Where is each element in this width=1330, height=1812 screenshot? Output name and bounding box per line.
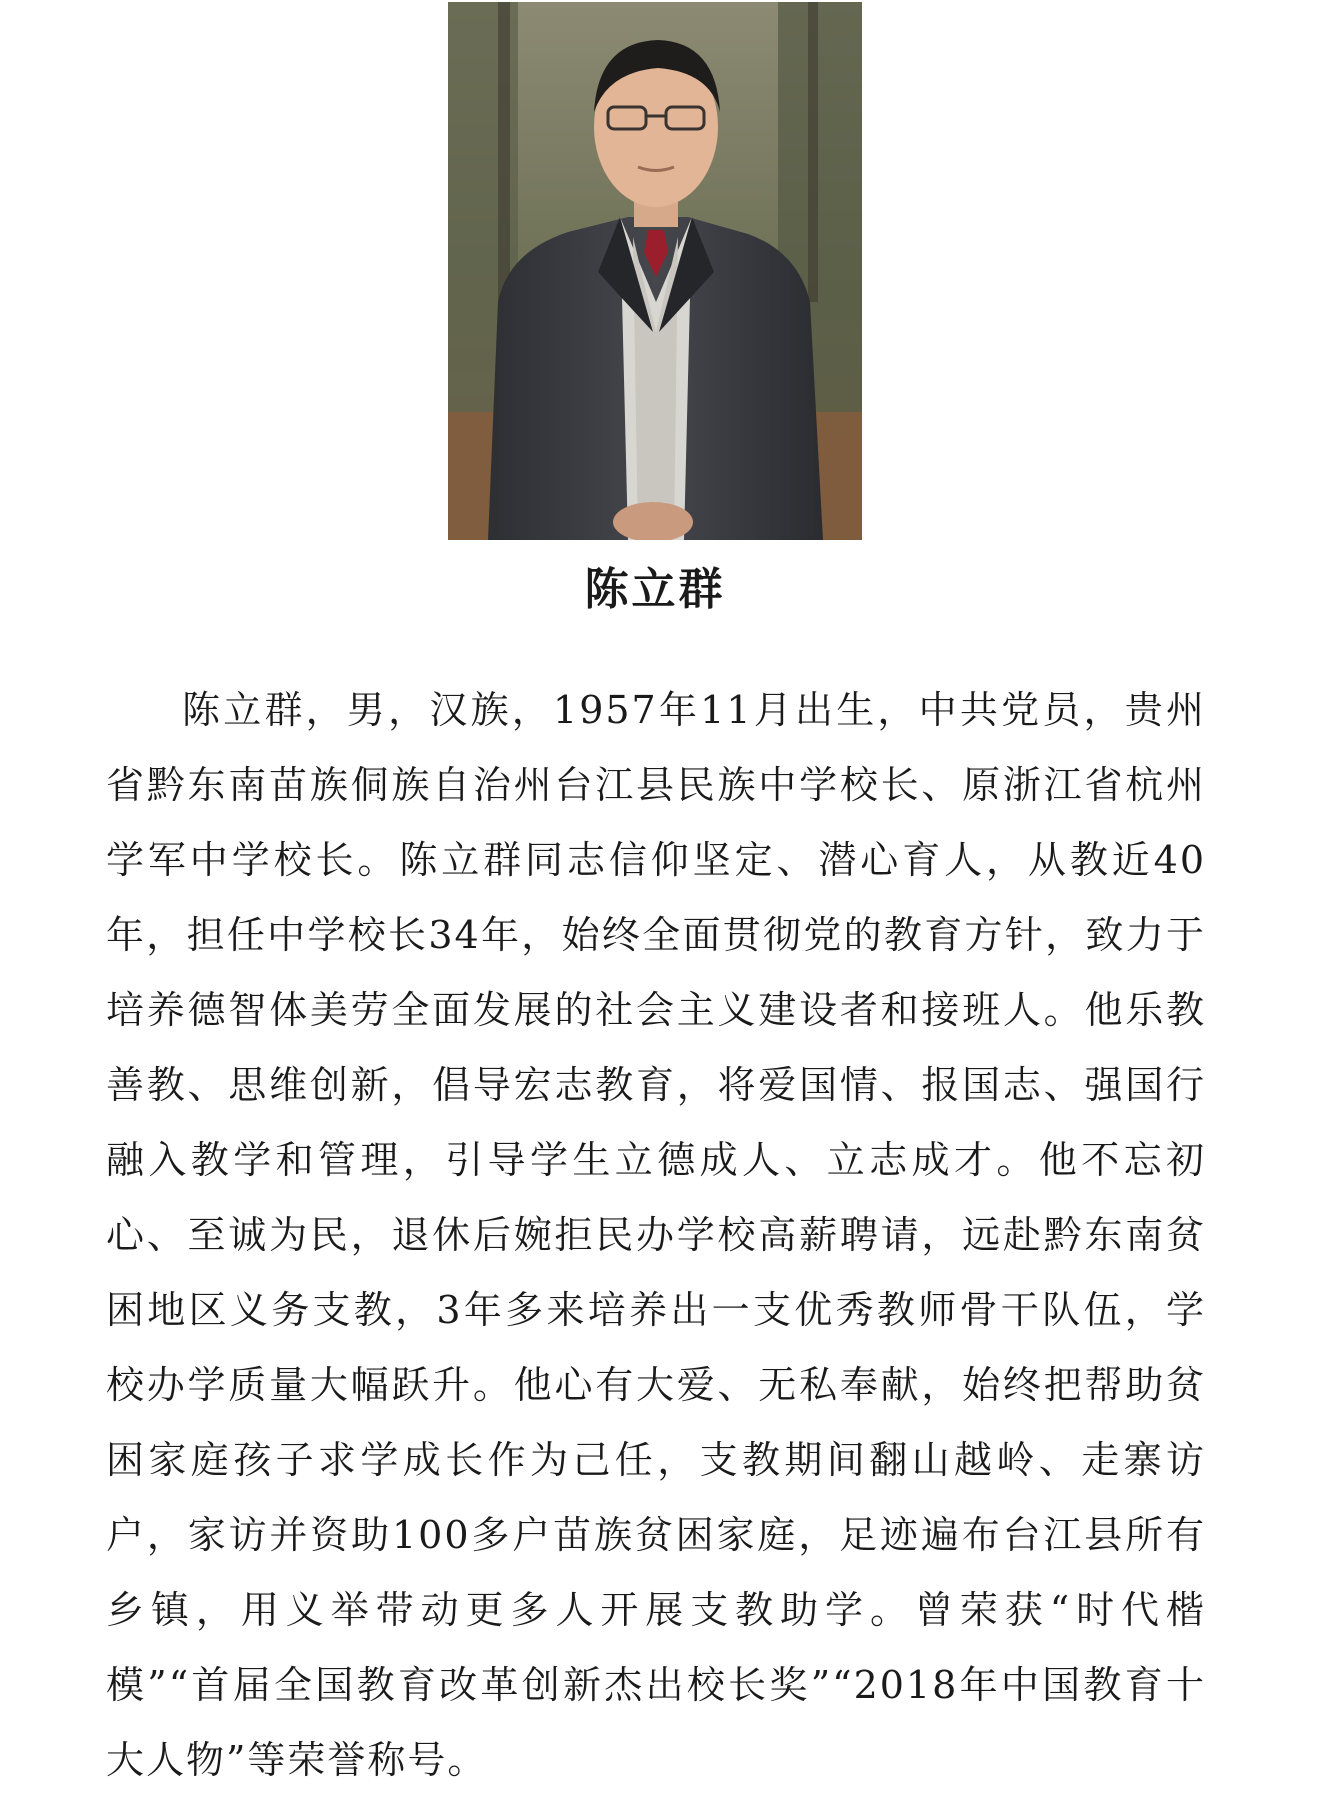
- portrait-photo: [448, 2, 862, 540]
- biography-paragraph: 陈立群，男，汉族，1957年11月出生，中共党员，贵州省黔东南苗族侗族自治州台江县民族中学校长、原浙江省杭州学军中学校长。陈立群同志信仰坚定、潜心育人，从教近40年，担任中学校长34年，始终全面贯彻党的教育方针，致力于培养德智体美劳全面发展的社会主义建设者和接班人。他乐教善教、思维创新，倡导宏志教育，将爱国情、报国志、强国行融入教学和管理，引导学生立德成人、立志成才。他不忘初心、至诚为民，退休后婉拒民办学校高薪聘请，远赴黔东南贫困地区义务支教，3年多来培养出一支优秀教师骨干队伍，学校办学质量大幅跃升。他心有大爱、无私奉献，始终把帮助贫困家庭孩子求学成长作为己任，支教期间翻山越岭、走寨访户，家访并资助100多户苗族贫困家庭，足迹遍布台江县所有乡镇，用义举带动更多人开展支教助学。曾荣获“时代楷模”“首届全国教育改革创新杰出校长奖”“2018年中国教育十大人物”等荣誉称号。: [106, 688, 1206, 1782]
- portrait-icon: [448, 2, 862, 540]
- person-name: 陈立群: [584, 564, 726, 615]
